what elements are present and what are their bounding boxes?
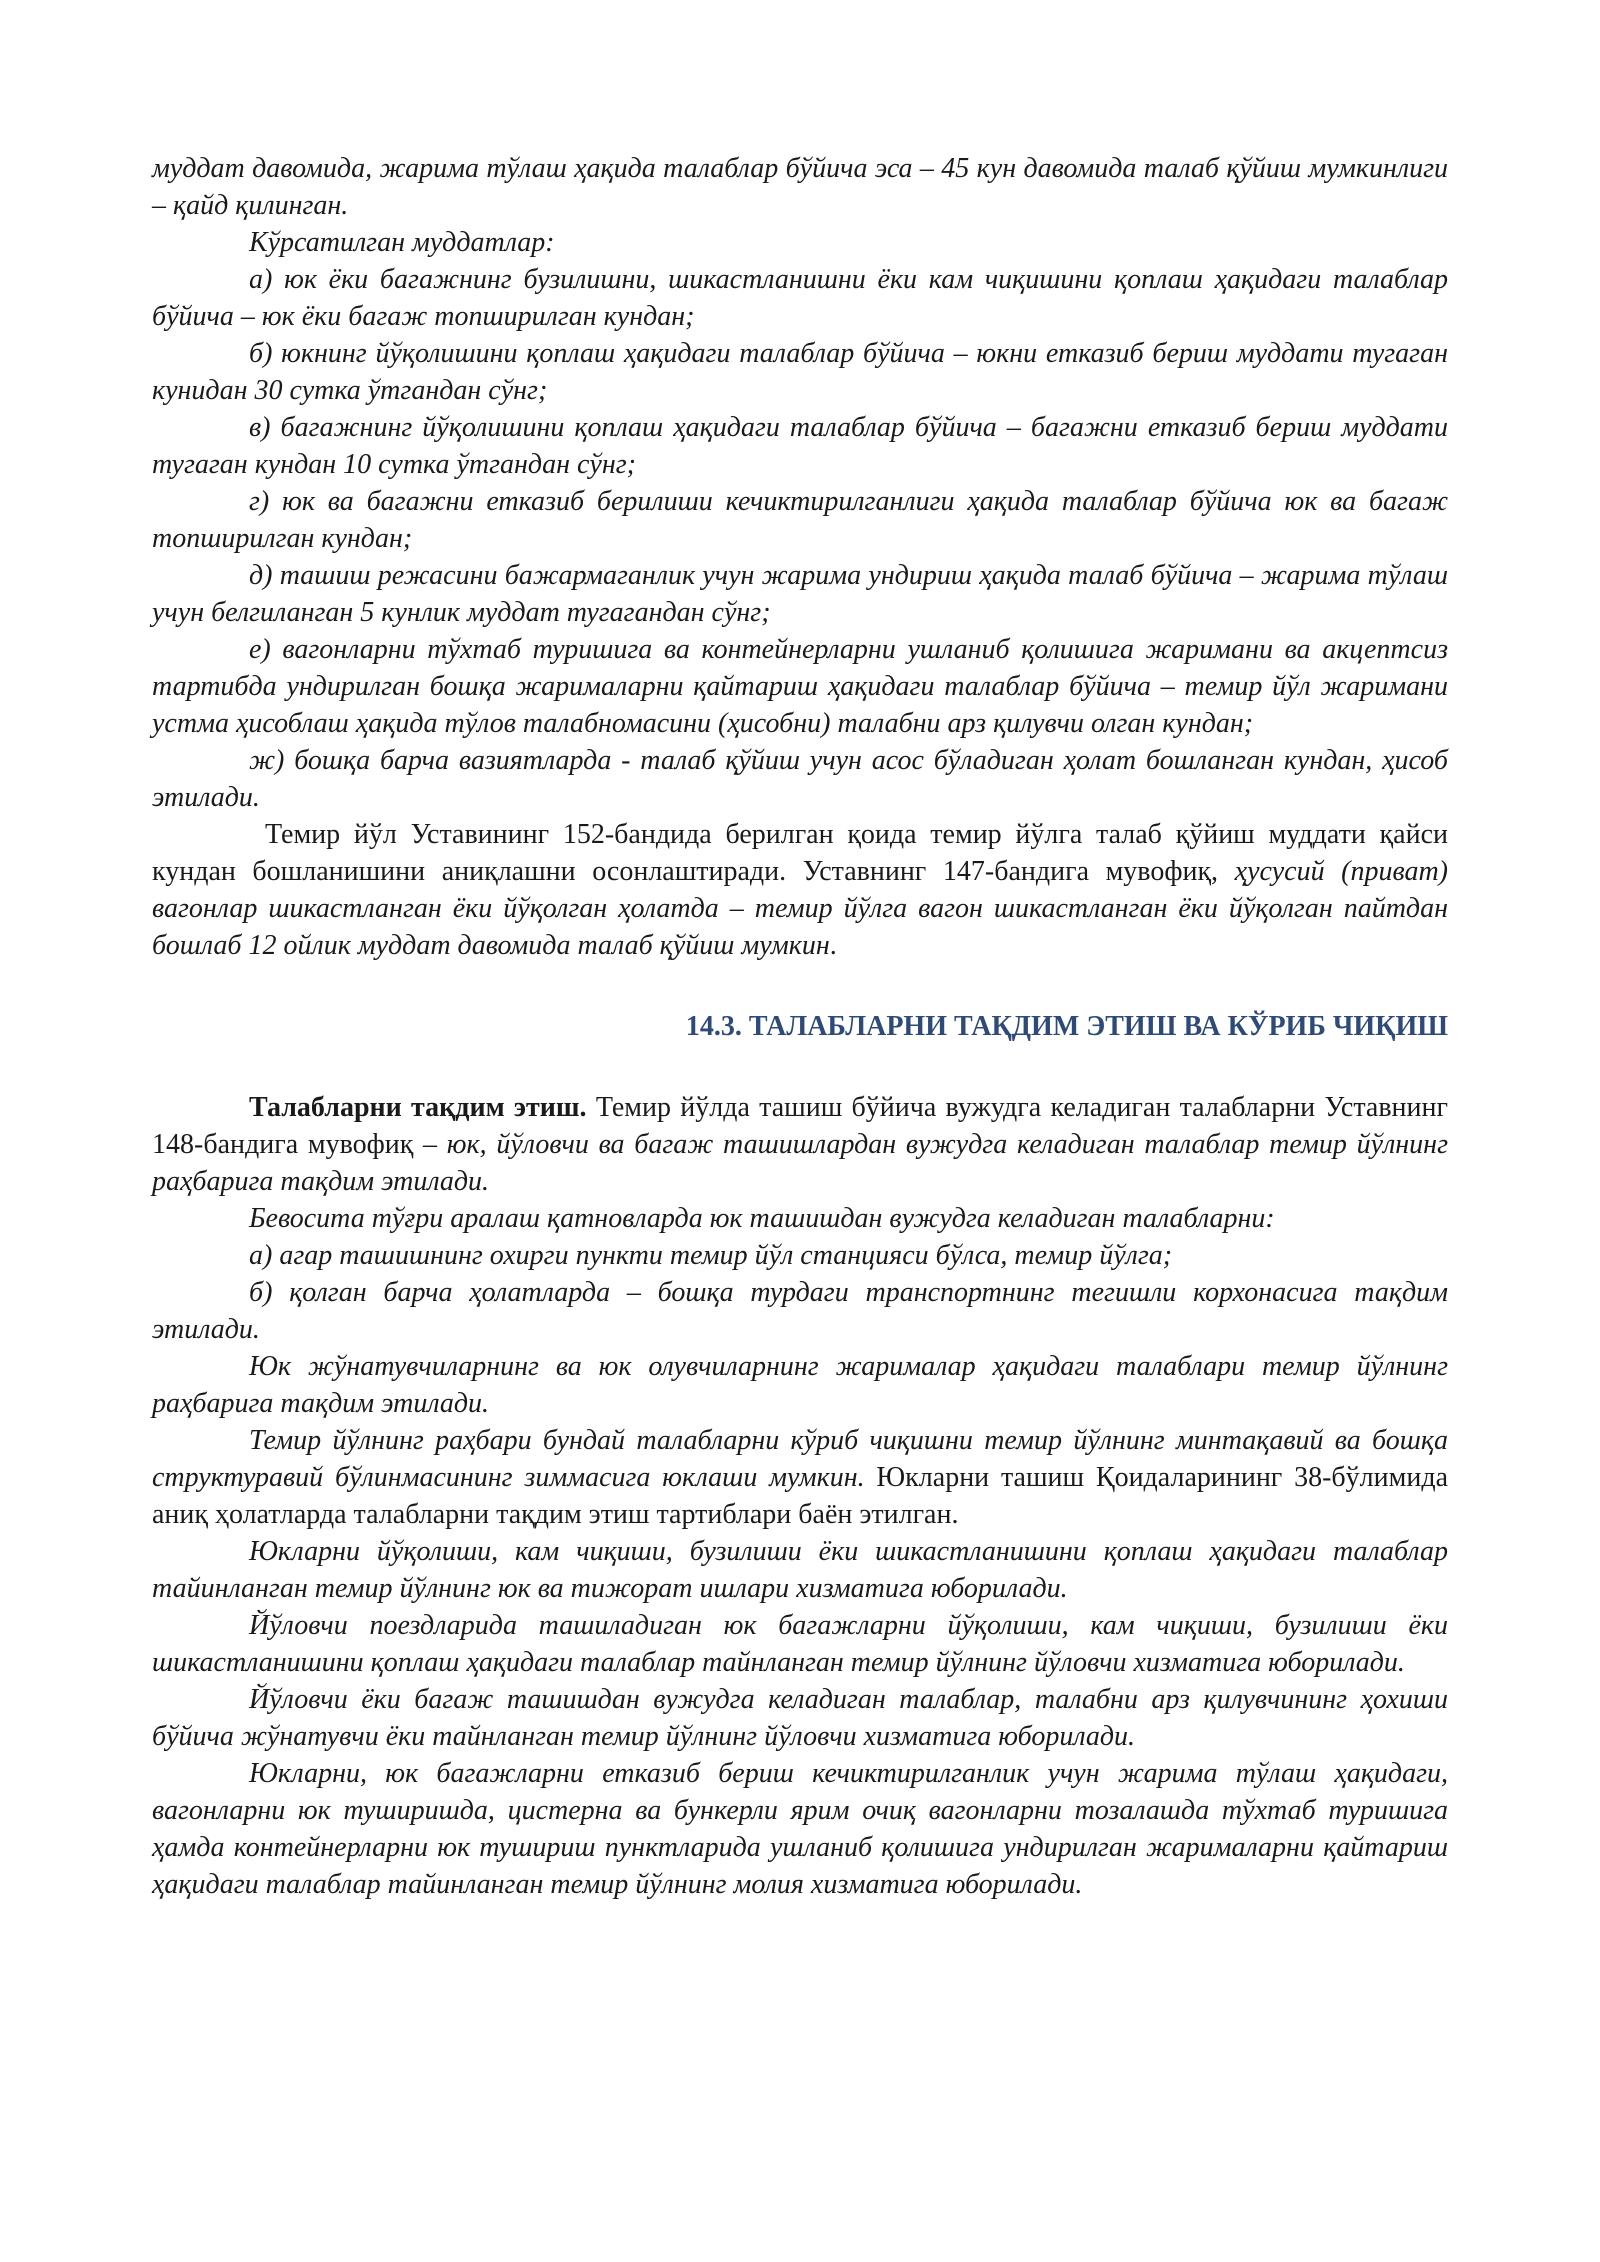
list-item: в) багажнинг йўқолишини қоплаш ҳақидаги талаблар бўйича – багажни етказиб бериш муддати тугаган кундан 10 сутка ўтгандан сўнг; xyxy=(152,412,1448,480)
section-heading: 14.3. ТАЛАБЛАРНИ ТАҚДИМ ЭТИШ ВА КЎРИБ ЧИҚИШ xyxy=(685,1011,1448,1042)
paragraph: Юк жўнатувчиларнинг ва юк олувчиларнинг жарималар ҳақидаги талаблари темир йўлнинг раҳбарига тақдим этилади. xyxy=(152,1351,1448,1419)
paragraph-text: Темир йўлда ташиш бўйича вужудга келадиган талабларни Уставнинг 148-бандига мувофиқ – xyxy=(152,1092,1448,1160)
paragraph-bold-lead: Талабларни тақдим этиш. xyxy=(249,1092,587,1123)
paragraph xyxy=(152,1089,1448,1200)
paragraph: Юкларни йўқолиши, кам чиқиши, бузилиши ёки шикастланишини қоплаш ҳақидаги талаблар тайинланган темир йўлнинг юк ва тижорат ишлари хизматига юборилади. xyxy=(152,1536,1448,1604)
paragraph-text: Темир йўл Уставининг 152-бандида берилган қоида темир йўлга талаб қўйиш муддати қайси кундан бошланишини аниқлашни осонлаштиради. Уставнинг 147-бандига мувофиқ, xyxy=(152,819,1448,887)
paragraph: Йўловчи ёки багаж ташишдан вужудга келадиган талаблар, талабни арз қилувчининг ҳохиши бўйича жўнатувчи ёки тайнланган темир йўлнинг йўловчи хизматига юборилади. xyxy=(152,1684,1448,1752)
list-item: а) агар ташишнинг охирги пункти темир йўл станцияси бўлса, темир йўлга; xyxy=(249,1240,1173,1271)
list-item: е) вагонларни тўхтаб туришига ва контейнерларни ушланиб қолишига жаримани ва акцептсиз тартибда ундирилган бошқа жарималарни қайтариш ҳақидаги талаблар бўйича – темир йўл жаримани устма ҳисоблаш ҳақида тўлов талабномасини (ҳисобни) талабни арз қилувчи олган кундан; xyxy=(152,634,1448,739)
paragraph xyxy=(152,816,1448,964)
paragraph: Юкларни, юк багажларни етказиб бериш кечиктирилганлик учун жарима тўлаш ҳақидаги, вагонларни юк туширишда, цистерна ва бункерли ярим очиқ вагонларни тозалашда тўхтаб туришига ҳамда контейнерларни юк тушириш пунктларида ушланиб қолишига ундирилган жарималарни қайтариш ҳақидаги талаблар тайинланган темир йўлнинг молия хизматига юборилади. xyxy=(152,1758,1448,1900)
paragraph xyxy=(152,1422,1448,1533)
list-item: ж) бошқа барча вазиятларда - талаб қўйиш учун асос бўладиган ҳолат бошланган кундан, ҳисоб этилади. xyxy=(152,745,1448,813)
list-item: д) ташиш режасини бажармаганлик учун жарима ундириш ҳақида талаб бўйича – жарима тўлаш учун белгиланган 5 кунлик муддат тугагандан сўнг; xyxy=(152,560,1448,628)
paragraph-italic-text: Темир йўлнинг раҳбари бундай талабларни кўриб чиқишни темир йўлнинг минтақавий ва бошқа структуравий бўлинмасининг зиммасига юклаши мумкин. xyxy=(152,1425,1448,1493)
paragraph: муддат давомида, жарима тўлаш ҳақида талаблар бўйича эса – 45 кун давомида талаб қўйиш мумкинлиги – қайд қилинган. xyxy=(152,153,1448,221)
list-item: г) юк ва багажни етказиб берилиши кечиктирилганлиги ҳақида талаблар бўйича юк ва багаж топширилган кундан; xyxy=(152,486,1448,554)
paragraph-italic-text: ҳусусий (приват) вагонлар шикастланган ёки йўқолган ҳолатда – темир йўлга вагон шикастланган ёки йўқолган пайтдан бошлаб 12 ойлик муддат давомида талаб қўйиш мумкин xyxy=(152,856,1448,961)
list-item: а) юк ёки багажнинг бузилишни, шикастланишни ёки кам чиқишини қоплаш ҳақидаги талаблар бўйича – юк ёки багаж топширилган кундан; xyxy=(152,264,1448,332)
paragraph: Кўрсатилган муддатлар: xyxy=(249,227,555,258)
paragraph-italic-text: юк, йўловчи ва багаж ташишлардан вужудга келадиган талаблар темир йўлнинг раҳбарига тақдим этилади. xyxy=(152,1129,1448,1197)
paragraph: Бевосита тўғри аралаш қатновларда юк ташишдан вужудга келадиган талабларни: xyxy=(249,1203,1275,1234)
list-item: б) юкнинг йўқолишини қоплаш ҳақидаги талаблар бўйича – юкни етказиб бериш муддати тугаган кунидан 30 сутка ўтгандан сўнг; xyxy=(152,338,1448,406)
document-page xyxy=(152,150,1448,1903)
paragraph: Йўловчи поездларида ташиладиган юк багажларни йўқолиши, кам чиқиши, бузилиши ёки шикастланишини қоплаш ҳақидаги талаблар тайнланган темир йўлнинг йўловчи хизматига юборилади. xyxy=(152,1610,1448,1678)
paragraph-end: . xyxy=(829,930,837,961)
paragraph-text: Юкларни ташиш Қоидаларининг 38-бўлимида аниқ ҳолатларда талабларни тақдим этиш тартиблари баён этилган. xyxy=(152,1462,1449,1530)
list-item: б) қолган барча ҳолатларда – бошқа турдаги транспортнинг тегишли корхонасига тақдим этилади. xyxy=(152,1277,1448,1345)
